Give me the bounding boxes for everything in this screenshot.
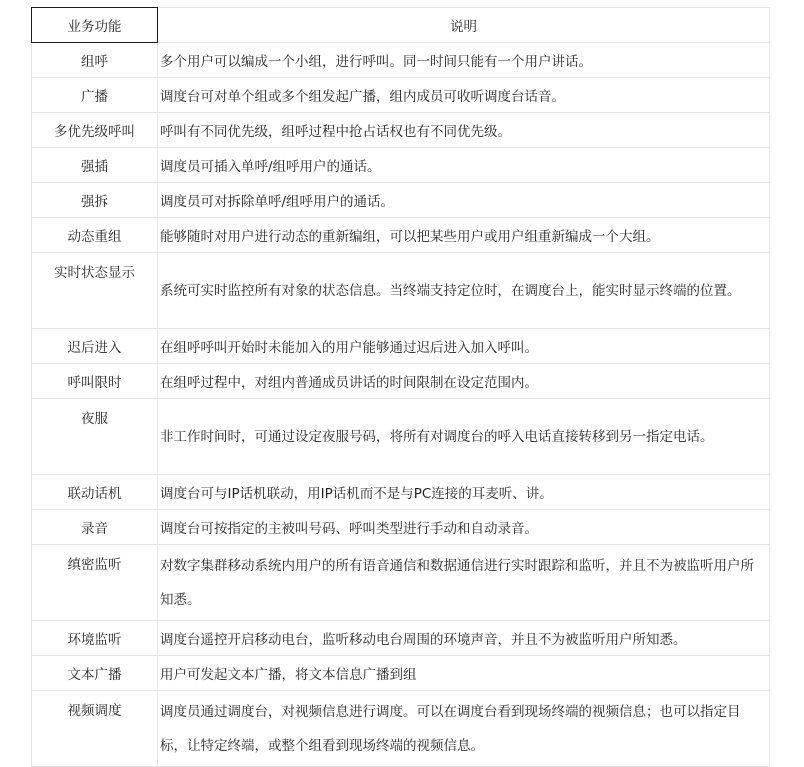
feature-description: 能够随时对用户进行动态的重新编组，可以把某些用户或用户组重新编成一个大组。: [158, 218, 770, 253]
feature-table-container: [31, 7, 769, 767]
feature-description: 系统可实时监控所有对象的状态信息。当终端支持定位时，在调度台上，能实时显示终端的位置。: [158, 253, 770, 329]
table-row: [32, 183, 770, 218]
feature-name: 录音: [32, 510, 158, 545]
feature-description: 调度台可按指定的主被叫号码、呼叫类型进行手动和自动录音。: [158, 510, 770, 545]
header-feature-name: 业务功能: [32, 8, 158, 43]
table-row: [32, 545, 770, 621]
feature-name: 迟后进入: [32, 329, 158, 364]
feature-name: 动态重组: [32, 218, 158, 253]
feature-description: 在组呼过程中，对组内普通成员讲话的时间限制在设定范围内。: [158, 364, 770, 399]
feature-name: 缜密监听: [32, 545, 158, 621]
table-row: [32, 364, 770, 399]
feature-description: 调度员可对拆除单呼/组呼用户的通话。: [158, 183, 770, 218]
feature-name: 呼叫限时: [32, 364, 158, 399]
feature-name: 环境监听: [32, 621, 158, 656]
table-row: [32, 148, 770, 183]
table-row: [32, 218, 770, 253]
feature-description: 调度台可对单个组或多个组发起广播，组内成员可收听调度台话音。: [158, 78, 770, 113]
table-row: [32, 691, 770, 767]
feature-description: 调度员通过调度台，对视频信息进行调度。可以在调度台看到现场终端的视频信息；也可以指定目标，让特定终端，或整个组看到现场终端的视频信息。: [158, 691, 770, 767]
table-row: [32, 78, 770, 113]
feature-name: 联动话机: [32, 475, 158, 510]
table-row: [32, 253, 770, 329]
table-row: [32, 656, 770, 691]
header-description: 说明: [158, 8, 770, 43]
feature-description: 调度台遥控开启移动电台，监听移动电台周围的环境声音，并且不为被监听用户所知悉。: [158, 621, 770, 656]
feature-description: 呼叫有不同优先级，组呼过程中抢占话权也有不同优先级。: [158, 113, 770, 148]
feature-name: 视频调度: [32, 691, 158, 767]
table-row: [32, 621, 770, 656]
table-row: [32, 510, 770, 545]
feature-name: 广播: [32, 78, 158, 113]
feature-description: 非工作时间时，可通过设定夜服号码，将所有对调度台的呼入电话直接转移到另一指定电话。: [158, 399, 770, 475]
table-header-row: [32, 8, 770, 43]
feature-name: 夜服: [32, 399, 158, 475]
feature-description: 在组呼呼叫开始时未能加入的用户能够通过迟后进入加入呼叫。: [158, 329, 770, 364]
feature-description: 用户可发起文本广播，将文本信息广播到组: [158, 656, 770, 691]
feature-name: 文本广播: [32, 656, 158, 691]
table-row: [32, 475, 770, 510]
table-row: [32, 329, 770, 364]
feature-name: 强插: [32, 148, 158, 183]
table-row: [32, 399, 770, 475]
feature-description: 对数字集群移动系统内用户的所有语音通信和数据通信进行实时跟踪和监听，并且不为被监听用户所知悉。: [158, 545, 770, 621]
feature-name: 强拆: [32, 183, 158, 218]
feature-name: 多优先级呼叫: [32, 113, 158, 148]
table-row: [32, 43, 770, 78]
feature-description: 调度员可插入单呼/组呼用户的通话。: [158, 148, 770, 183]
table-row: [32, 113, 770, 148]
feature-description: 多个用户可以编成一个小组，进行呼叫。同一时间只能有一个用户讲话。: [158, 43, 770, 78]
feature-name: 实时状态显示: [32, 253, 158, 329]
feature-name: 组呼: [32, 43, 158, 78]
feature-table: [31, 7, 770, 767]
feature-description: 调度台可与IP话机联动，用IP话机而不是与PC连接的耳麦听、讲。: [158, 475, 770, 510]
